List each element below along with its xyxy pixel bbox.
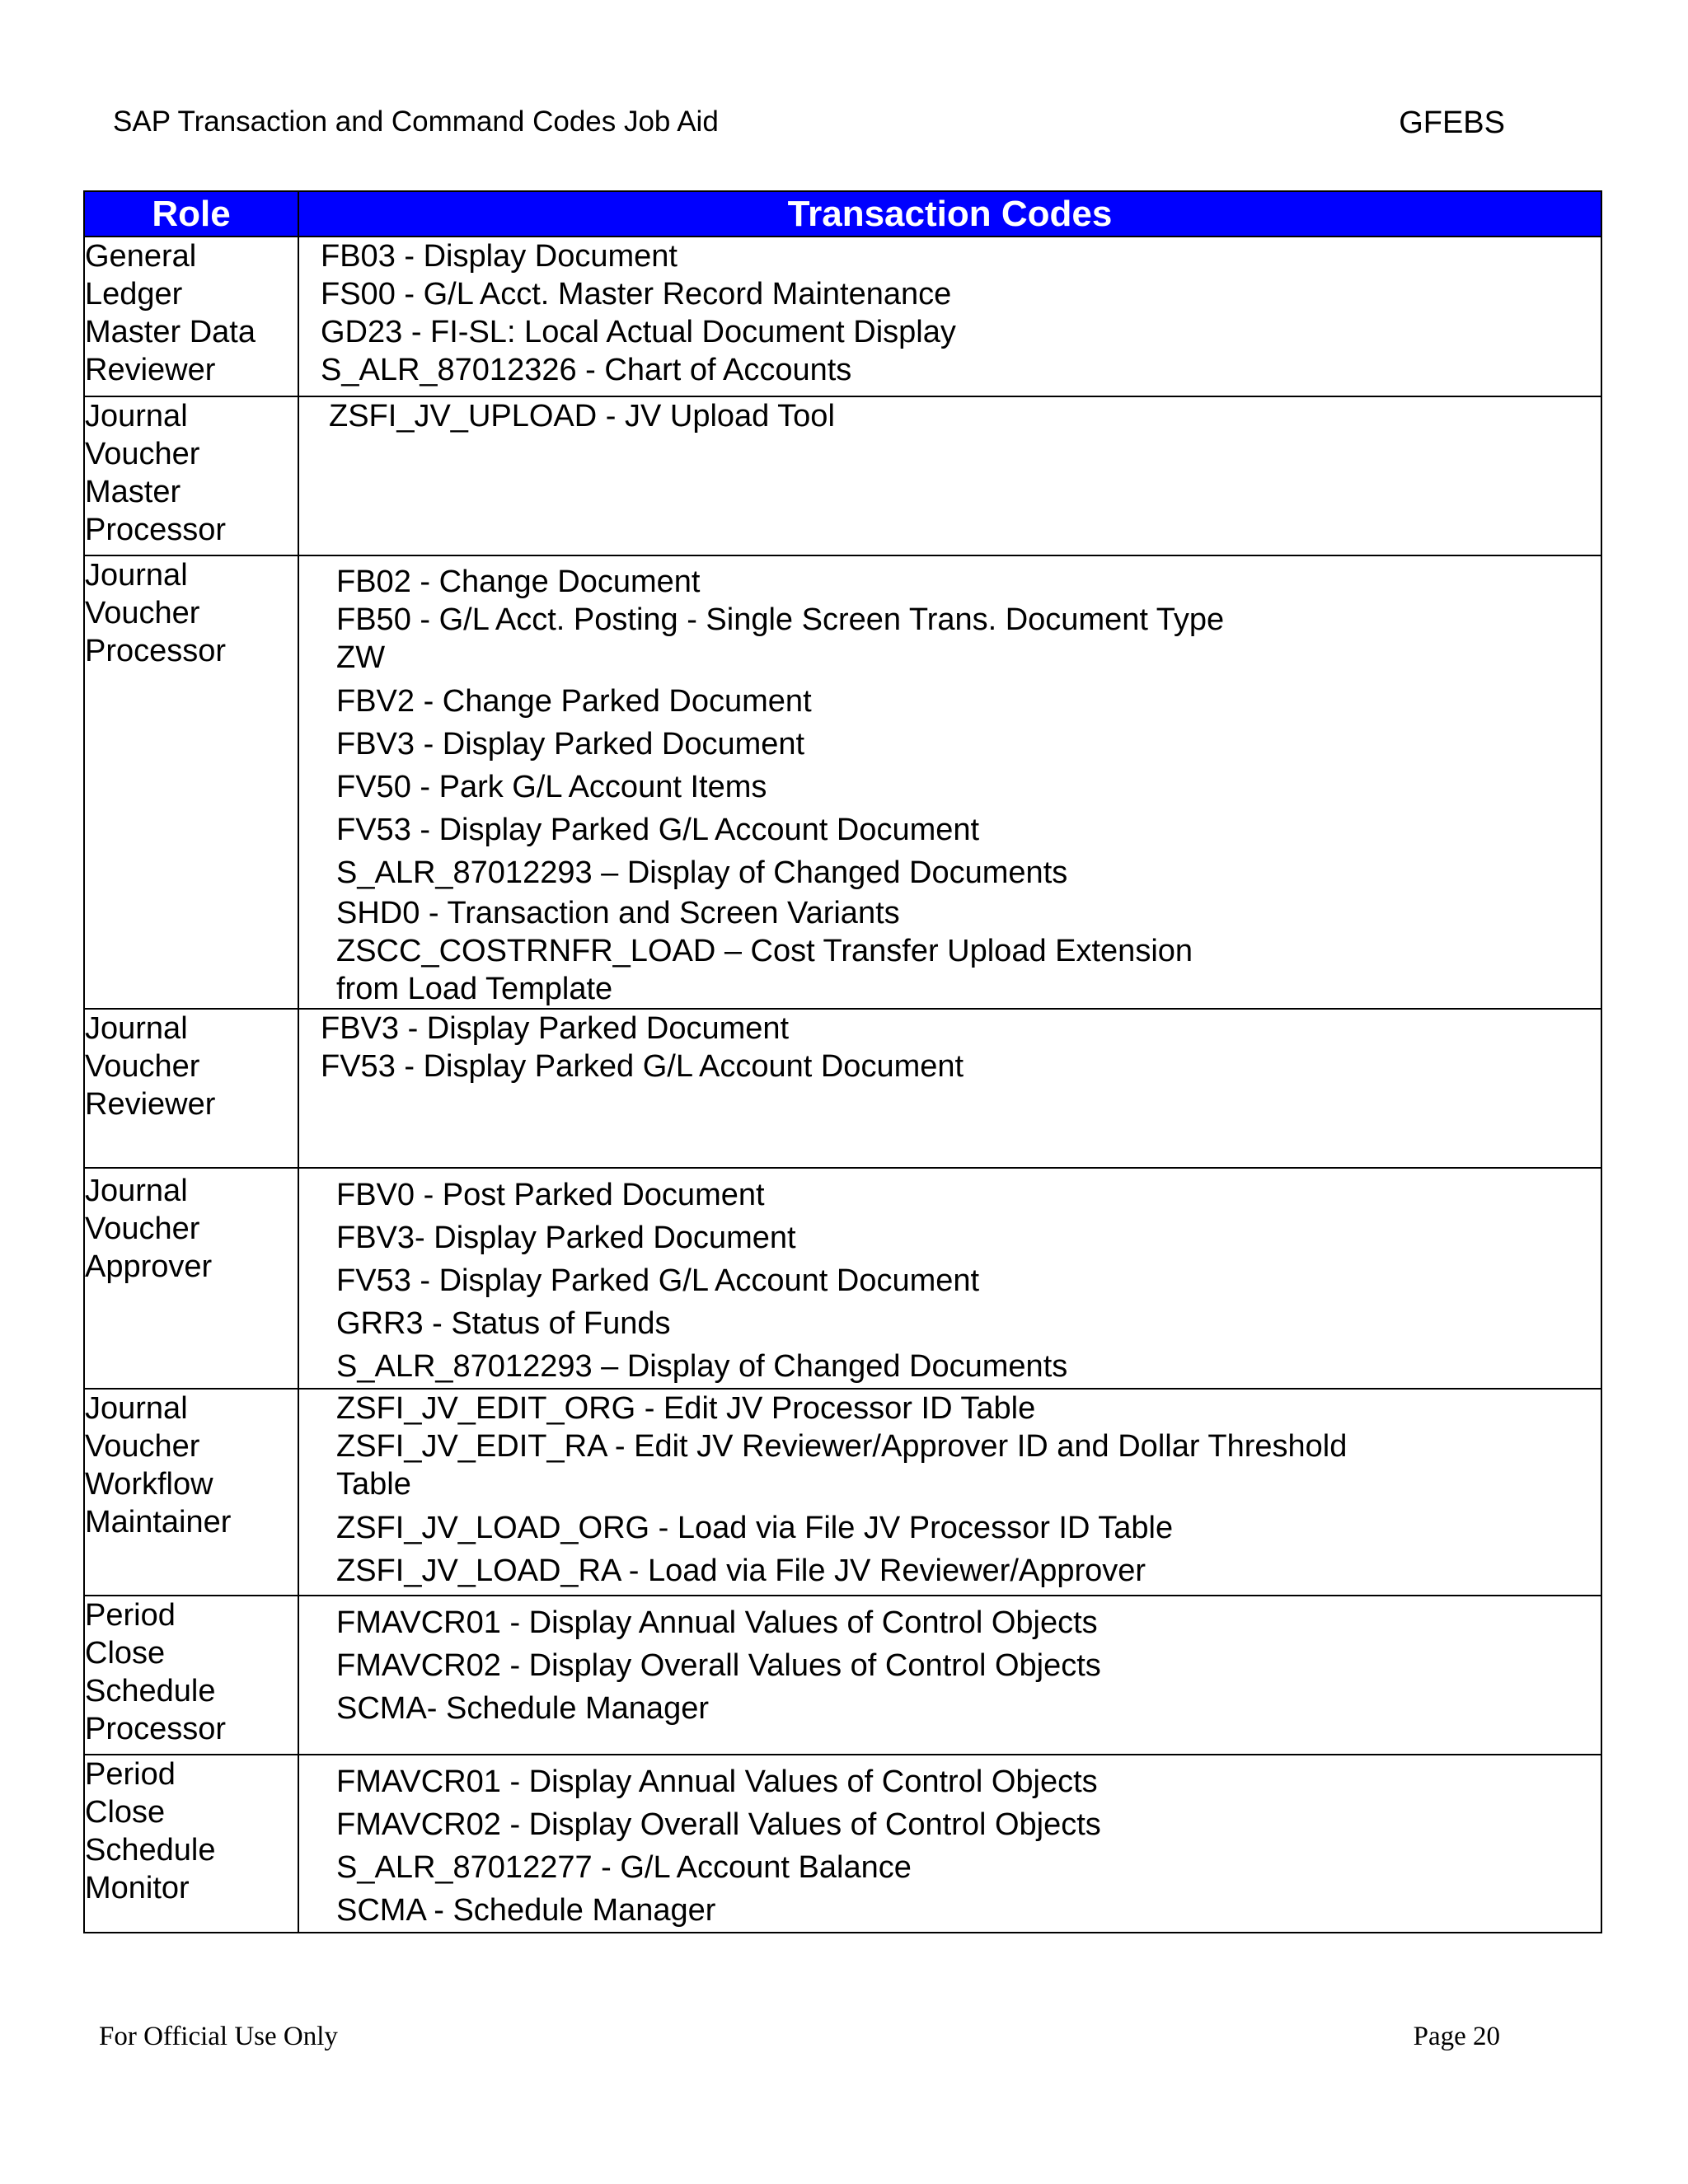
- codes-cell: [298, 396, 1601, 555]
- role-cell: [84, 1755, 298, 1933]
- role-text: Reviewer: [85, 353, 216, 387]
- role-text: Maintainer: [85, 1505, 232, 1540]
- transaction-code: SCMA- Schedule Manager: [336, 1691, 709, 1726]
- codes-cell: [298, 1596, 1601, 1755]
- transaction-code: ZSFI_JV_LOAD_ORG - Load via File JV Processor ID Table: [336, 1511, 1174, 1545]
- transaction-code-continuation: ZW: [336, 640, 386, 675]
- role-text: Processor: [85, 634, 227, 668]
- role-text: Schedule: [85, 1674, 216, 1708]
- transaction-code: FBV2 - Change Parked Document: [336, 684, 812, 719]
- column-header-role: Role: [84, 191, 298, 237]
- transaction-code-continuation: from Load Template: [336, 972, 613, 1006]
- transaction-code: S_ALR_87012293 – Display of Changed Documents: [336, 855, 1068, 890]
- transaction-code: ZSFI_JV_UPLOAD - JV Upload Tool: [329, 399, 835, 434]
- role-text: Journal: [85, 1391, 188, 1426]
- transaction-code: FBV3 - Display Parked Document: [321, 1011, 790, 1046]
- role-text: Voucher: [85, 1429, 200, 1464]
- role-text: Voucher: [85, 596, 200, 630]
- transaction-code: S_ALR_87012277 - G/L Account Balance: [336, 1850, 912, 1885]
- table-row: [84, 1168, 1601, 1389]
- codes-cell: [298, 555, 1601, 1009]
- transaction-code: FV53 - Display Parked G/L Account Document: [336, 813, 980, 847]
- role-text: Workflow: [85, 1467, 213, 1502]
- transaction-code: ZSCC_COSTRNFR_LOAD – Cost Transfer Upload Extension: [336, 934, 1193, 968]
- page-number: Page 20: [1413, 2022, 1500, 2051]
- role-text: Reviewer: [85, 1087, 216, 1122]
- role-cell: [84, 1168, 298, 1389]
- role-text: Journal: [85, 1011, 188, 1046]
- codes-cell: [298, 1168, 1601, 1389]
- transaction-code: SHD0 - Transaction and Screen Variants: [336, 896, 900, 930]
- role-text: Period: [85, 1757, 176, 1792]
- transaction-code: ZSFI_JV_LOAD_RA - Load via File JV Reviewer/Approver: [336, 1554, 1146, 1588]
- table-row: [84, 1755, 1601, 1933]
- role-cell: [84, 396, 298, 555]
- role-text: Journal: [85, 399, 188, 434]
- table-row: [84, 237, 1601, 396]
- role-text: Journal: [85, 1174, 188, 1208]
- transaction-code: S_ALR_87012326 - Chart of Accounts: [321, 353, 852, 387]
- role-text: Close: [85, 1636, 166, 1671]
- transaction-code: FMAVCR01 - Display Annual Values of Control Objects: [336, 1765, 1098, 1799]
- transaction-code: ZSFI_JV_EDIT_ORG - Edit JV Processor ID Table: [336, 1391, 1036, 1426]
- role-text: Monitor: [85, 1871, 190, 1905]
- transaction-code: FBV3- Display Parked Document: [336, 1221, 796, 1255]
- transaction-code: SCMA - Schedule Manager: [336, 1893, 716, 1928]
- role-text: Period: [85, 1598, 176, 1633]
- column-header-transaction-codes: Transaction Codes: [298, 191, 1601, 237]
- transaction-code: FMAVCR02 - Display Overall Values of Control Objects: [336, 1807, 1101, 1842]
- transaction-code: FB03 - Display Document: [321, 239, 678, 274]
- transaction-code: FBV3 - Display Parked Document: [336, 727, 805, 762]
- transaction-code: FMAVCR01 - Display Annual Values of Control Objects: [336, 1605, 1098, 1640]
- transaction-code-continuation: Table: [336, 1467, 411, 1502]
- role-text: Master Data: [85, 315, 256, 349]
- transaction-code: GD23 - FI-SL: Local Actual Document Display: [321, 315, 956, 349]
- table-row: [84, 1389, 1601, 1596]
- transaction-code: FS00 - G/L Acct. Master Record Maintenance: [321, 277, 952, 312]
- role-text: Processor: [85, 513, 227, 547]
- transaction-codes-table: [83, 190, 1602, 1933]
- table-row: [84, 1009, 1601, 1168]
- transaction-code: ZSFI_JV_EDIT_RA - Edit JV Reviewer/Approver ID and Dollar Threshold: [336, 1429, 1348, 1464]
- role-cell: [84, 1009, 298, 1168]
- codes-cell: [298, 1389, 1601, 1596]
- transaction-code: FB50 - G/L Acct. Posting - Single Screen Trans. Document Type: [336, 602, 1225, 637]
- transaction-code: FMAVCR02 - Display Overall Values of Control Objects: [336, 1648, 1101, 1683]
- codes-cell: [298, 1755, 1601, 1933]
- transaction-code: FV50 - Park G/L Account Items: [336, 770, 767, 804]
- codes-cell: [298, 237, 1601, 396]
- role-text: General: [85, 239, 197, 274]
- transaction-code: GRR3 - Status of Funds: [336, 1306, 671, 1341]
- footer-classification: For Official Use Only: [99, 2022, 338, 2051]
- role-cell: [84, 237, 298, 396]
- codes-cell: [298, 1009, 1601, 1168]
- transaction-code: FV53 - Display Parked G/L Account Document: [321, 1049, 964, 1084]
- role-text: Voucher: [85, 1049, 200, 1084]
- role-text: Voucher: [85, 437, 200, 471]
- role-cell: [84, 1389, 298, 1596]
- document-title: SAP Transaction and Command Codes Job Aid: [113, 105, 719, 138]
- table-row: [84, 396, 1601, 555]
- table-row: [84, 1596, 1601, 1755]
- role-text: Close: [85, 1795, 166, 1830]
- role-text: Master: [85, 475, 181, 509]
- role-text: Approver: [85, 1249, 213, 1284]
- role-cell: [84, 1596, 298, 1755]
- table-row: [84, 555, 1601, 1009]
- role-text: Voucher: [85, 1212, 200, 1246]
- role-text: Processor: [85, 1712, 227, 1746]
- role-cell: [84, 555, 298, 1009]
- transaction-code: FV53 - Display Parked G/L Account Document: [336, 1263, 980, 1298]
- role-text: Journal: [85, 558, 188, 593]
- role-text: Ledger: [85, 277, 183, 312]
- transaction-code: S_ALR_87012293 – Display of Changed Documents: [336, 1349, 1068, 1384]
- table-header-row: [84, 191, 1601, 237]
- transaction-code: FB02 - Change Document: [336, 565, 701, 599]
- system-name: GFEBS: [1399, 105, 1505, 140]
- transaction-code: FBV0 - Post Parked Document: [336, 1178, 765, 1212]
- role-text: Schedule: [85, 1833, 216, 1868]
